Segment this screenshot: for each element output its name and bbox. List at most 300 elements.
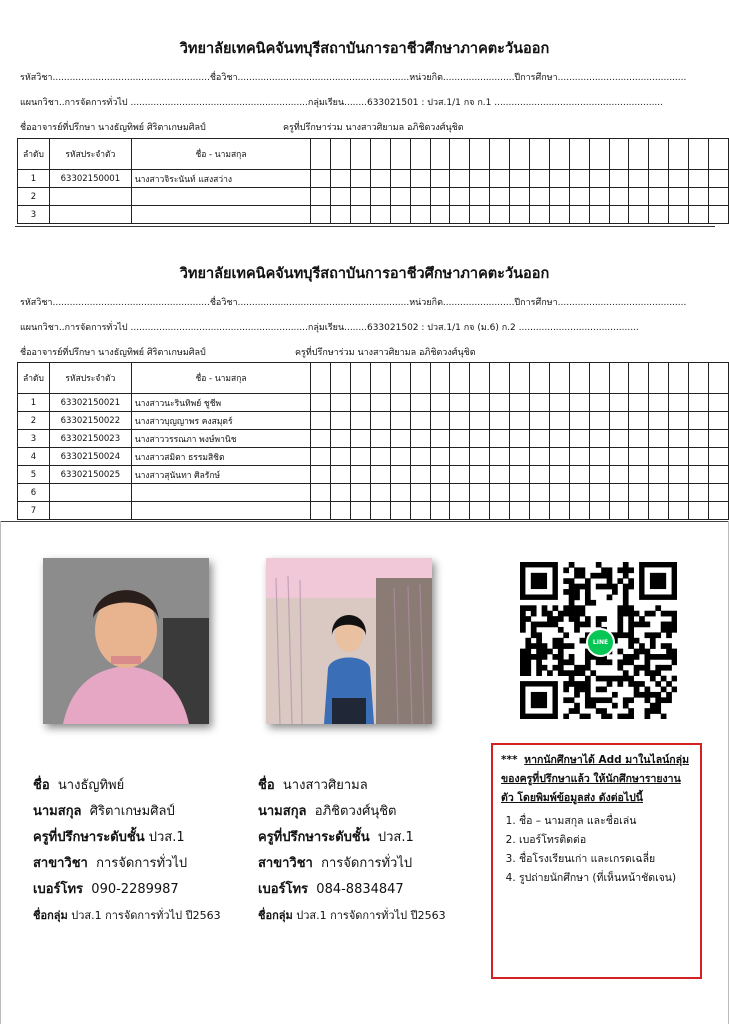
- table-blank-cell: [351, 502, 371, 520]
- table-blank-cell: [689, 188, 709, 206]
- table-blank-cell: [370, 394, 390, 412]
- table-blank-cell: [470, 466, 490, 484]
- teacher1-dept: การจัดการทั่วไป: [96, 856, 188, 871]
- note-item: 1. ชื่อ – นามสกุล และชื่อเล่น: [519, 812, 692, 831]
- table-blank-cell: [351, 484, 371, 502]
- table-blank-cell: [589, 466, 609, 484]
- table-blank-cell: [390, 502, 410, 520]
- table-cell: 63302150024: [49, 448, 131, 466]
- table-blank-cell: [390, 394, 410, 412]
- teacher2-photo: [266, 558, 432, 724]
- table-cell: 63302150001: [49, 170, 131, 188]
- table-cell: 1: [18, 170, 50, 188]
- table-blank-cell: [669, 206, 689, 224]
- table-blank-cell: [549, 394, 569, 412]
- table-blank-cell: [311, 466, 331, 484]
- table-blank-cell: [689, 394, 709, 412]
- table-blank-cell: [470, 170, 490, 188]
- table-blank-cell: [311, 206, 331, 224]
- table-blank-cell: [629, 466, 649, 484]
- table-blank-cell: [669, 430, 689, 448]
- table-blank-cell: [629, 170, 649, 188]
- table-blank-cell: [589, 363, 609, 394]
- table-blank-cell: [549, 206, 569, 224]
- table-blank-cell: [490, 502, 510, 520]
- table-blank-cell: [589, 188, 609, 206]
- table-blank-cell: [669, 412, 689, 430]
- table-blank-cell: [689, 206, 709, 224]
- table-blank-cell: [331, 170, 351, 188]
- table-blank-cell: [510, 430, 530, 448]
- table-blank-cell: [490, 394, 510, 412]
- table-blank-cell: [470, 484, 490, 502]
- teacher2-info: [258, 773, 446, 929]
- table-blank-cell: [470, 448, 490, 466]
- table-blank-cell: [689, 502, 709, 520]
- table-blank-cell: [549, 170, 569, 188]
- table-blank-cell: [649, 206, 669, 224]
- table-blank-cell: [589, 502, 609, 520]
- table-blank-cell: [629, 206, 649, 224]
- table-blank-cell: [609, 394, 629, 412]
- table-blank-cell: [490, 170, 510, 188]
- teacher2-surname: อภิชิตวงศ์นุชิต: [314, 804, 397, 819]
- note-heading-text: หากนักศึกษาได้ Add มาในไลน์กลุ่มของครูที่ปรึกษาแล้ว ให้นักศึกษารายงานตัว โดยพิมพ์ข้อมูลส่ง ดังต่อไปนี้: [501, 754, 690, 804]
- table-header-cell: ชื่อ - นามสกุล: [131, 363, 310, 394]
- table-blank-cell: [569, 139, 589, 170]
- table-header-cell: ลำดับ: [18, 363, 50, 394]
- table-blank-cell: [450, 448, 470, 466]
- table-cell: [131, 502, 310, 520]
- table-blank-cell: [669, 188, 689, 206]
- table-blank-cell: [390, 170, 410, 188]
- teacher2-surname-row: นามสกุล อภิชิตวงศ์นุชิต: [258, 804, 397, 819]
- table-blank-cell: [410, 412, 430, 430]
- table-blank-cell: [390, 188, 410, 206]
- table-blank-cell: [390, 448, 410, 466]
- table-blank-cell: [410, 363, 430, 394]
- table-row: [18, 502, 729, 520]
- table-header-row: [18, 363, 729, 394]
- table-row: [18, 448, 729, 466]
- form1-course-line: รหัสวิชา.......................................................ชื่อวิชา............................................................หน่วยกิต.........................ปีการศึกษา.............................................: [20, 73, 687, 83]
- table-cell: 63302150023: [49, 430, 131, 448]
- table-blank-cell: [510, 502, 530, 520]
- form1-student-table: [17, 138, 729, 224]
- note-item: 3. ชื่อโรงเรียนเก่า และเกรดเฉลี่ย: [519, 850, 692, 869]
- section-divider: [15, 226, 715, 227]
- table-cell: [49, 206, 131, 224]
- table-blank-cell: [410, 448, 430, 466]
- table-blank-cell: [450, 466, 470, 484]
- teacher2-level-row: ครูที่ปรึกษาระดับชั้น ปวส.1: [258, 830, 414, 845]
- table-blank-cell: [370, 502, 390, 520]
- table-blank-cell: [589, 139, 609, 170]
- table-cell: 7: [18, 502, 50, 520]
- table-blank-cell: [649, 363, 669, 394]
- teacher2-dept: การจัดการทั่วไป: [321, 856, 413, 871]
- table-blank-cell: [589, 412, 609, 430]
- table-cell: นางสาวสมิตา ธรรมสิชิต: [131, 448, 310, 466]
- table-blank-cell: [589, 206, 609, 224]
- table-blank-cell: [331, 139, 351, 170]
- table-blank-cell: [450, 139, 470, 170]
- table-blank-cell: [490, 139, 510, 170]
- table-blank-cell: [629, 363, 649, 394]
- table-blank-cell: [470, 412, 490, 430]
- table-blank-cell: [470, 139, 490, 170]
- note-list: [501, 812, 692, 888]
- table-blank-cell: [450, 206, 470, 224]
- table-blank-cell: [370, 484, 390, 502]
- table-blank-cell: [350, 206, 370, 224]
- note-item: 4. รูปถ่ายนักศึกษา (ที่เห็นหน้าชัดเจน): [519, 869, 692, 888]
- table-blank-cell: [390, 139, 410, 170]
- table-blank-cell: [530, 502, 550, 520]
- table-cell: 4: [18, 448, 50, 466]
- table-blank-cell: [709, 394, 729, 412]
- table-blank-cell: [709, 484, 729, 502]
- table-blank-cell: [589, 484, 609, 502]
- table-cell: นางสาวสุนันทา ศิลรักษ์: [131, 466, 310, 484]
- table-header-cell: รหัสประจำตัว: [49, 363, 131, 394]
- table-blank-cell: [549, 363, 569, 394]
- table-blank-cell: [689, 448, 709, 466]
- table-blank-cell: [351, 430, 371, 448]
- teacher1-name: นางธัญทิพย์: [57, 778, 125, 793]
- table-blank-cell: [410, 430, 430, 448]
- table-blank-cell: [530, 430, 550, 448]
- table-blank-cell: [669, 484, 689, 502]
- form1-dept-line: แผนกวิชา..การจัดการทั่วไป ..............................................................กลุ่มเรียน........633021501 : ปวส.1/1 กจ ก.1 ...........................................................: [20, 98, 664, 108]
- table-cell: 1: [18, 394, 50, 412]
- table-cell: [49, 188, 131, 206]
- teacher2-portrait: [266, 558, 432, 724]
- table-row: [18, 170, 729, 188]
- table-header-cell: ลำดับ: [18, 139, 50, 170]
- table-blank-cell: [490, 484, 510, 502]
- table-blank-cell: [649, 412, 669, 430]
- table-blank-cell: [331, 484, 351, 502]
- table-blank-cell: [569, 188, 589, 206]
- table-blank-cell: [689, 363, 709, 394]
- table-blank-cell: [669, 363, 689, 394]
- advisor-info-section: [0, 521, 729, 1024]
- table-blank-cell: [430, 394, 450, 412]
- table-blank-cell: [450, 502, 470, 520]
- table-blank-cell: [490, 412, 510, 430]
- table-blank-cell: [530, 363, 550, 394]
- table-blank-cell: [410, 466, 430, 484]
- table-blank-cell: [669, 394, 689, 412]
- table-blank-cell: [609, 502, 629, 520]
- table-blank-cell: [410, 170, 430, 188]
- table-blank-cell: [589, 170, 609, 188]
- table-row: [18, 412, 729, 430]
- table-blank-cell: [370, 170, 390, 188]
- table-blank-cell: [350, 188, 370, 206]
- table-blank-cell: [709, 448, 729, 466]
- teacher1-photo: [43, 558, 209, 724]
- table-blank-cell: [450, 188, 470, 206]
- table-blank-cell: [410, 188, 430, 206]
- table-cell: [49, 502, 131, 520]
- table-blank-cell: [649, 448, 669, 466]
- table-blank-cell: [370, 448, 390, 466]
- table-blank-cell: [490, 448, 510, 466]
- table-cell: 63302150025: [49, 466, 131, 484]
- note-stars: ***: [501, 754, 518, 766]
- table-blank-cell: [331, 502, 351, 520]
- teacher1-phone-row: เบอร์โทร 090-2289987: [33, 882, 179, 897]
- table-header-cell: รหัสประจำตัว: [49, 139, 131, 170]
- table-blank-cell: [709, 466, 729, 484]
- table-blank-cell: [669, 170, 689, 188]
- table-blank-cell: [609, 466, 629, 484]
- table-blank-cell: [689, 466, 709, 484]
- teacher1-surname: ศิริตาเกษมศิลป์: [89, 804, 175, 819]
- table-blank-cell: [311, 170, 331, 188]
- teacher2-level: ปวส.1: [377, 830, 414, 845]
- table-blank-cell: [669, 502, 689, 520]
- table-blank-cell: [530, 394, 550, 412]
- table-blank-cell: [629, 139, 649, 170]
- teacher1-group: ปวส.1 การจัดการทั่วไป ปี2563: [71, 909, 221, 922]
- note-item: 2. เบอร์โทรติดต่อ: [519, 831, 692, 850]
- table-blank-cell: [609, 448, 629, 466]
- instruction-note-box: [491, 743, 702, 979]
- table-blank-cell: [370, 206, 390, 224]
- table-blank-cell: [549, 502, 569, 520]
- table-blank-cell: [430, 139, 450, 170]
- table-blank-cell: [549, 466, 569, 484]
- table-blank-cell: [450, 170, 470, 188]
- table-blank-cell: [549, 484, 569, 502]
- table-blank-cell: [351, 448, 371, 466]
- line-qr-code[interactable]: [520, 562, 677, 719]
- form1-coadvisor: ครูที่ปรึกษาร่วม นางสาวศิยามล อภิชิตวงศ์นุชิต: [283, 123, 464, 133]
- table-blank-cell: [470, 430, 490, 448]
- table-blank-cell: [709, 170, 729, 188]
- line-logo-icon: LINE: [586, 628, 615, 657]
- table-blank-cell: [609, 170, 629, 188]
- table-cell: [131, 206, 310, 224]
- note-heading: [501, 751, 692, 808]
- table-blank-cell: [529, 170, 549, 188]
- table-blank-cell: [549, 448, 569, 466]
- table-blank-cell: [370, 466, 390, 484]
- table-blank-cell: [470, 363, 490, 394]
- table-cell: 2: [18, 188, 50, 206]
- table-blank-cell: [311, 502, 331, 520]
- table-header-row: [18, 139, 729, 170]
- table-blank-cell: [430, 466, 450, 484]
- table-blank-cell: [390, 484, 410, 502]
- table-blank-cell: [331, 412, 351, 430]
- table-blank-cell: [410, 502, 430, 520]
- table-blank-cell: [629, 448, 649, 466]
- table-blank-cell: [510, 170, 530, 188]
- form1-title: วิทยาลัยเทคนิคจันทบุรีสถาบันการอาชีวศึกษาภาคตะวันออก: [179, 41, 550, 57]
- table-blank-cell: [490, 188, 510, 206]
- table-blank-cell: [569, 448, 589, 466]
- table-blank-cell: [530, 412, 550, 430]
- table-blank-cell: [629, 502, 649, 520]
- table-blank-cell: [549, 412, 569, 430]
- table-blank-cell: [430, 363, 450, 394]
- table-blank-cell: [609, 139, 629, 170]
- table-cell: 3: [18, 430, 50, 448]
- table-blank-cell: [350, 170, 370, 188]
- table-blank-cell: [629, 484, 649, 502]
- table-blank-cell: [331, 394, 351, 412]
- table-blank-cell: [649, 170, 669, 188]
- table-blank-cell: [569, 412, 589, 430]
- teacher2-name-row: ชื่อ นางสาวศิยามล: [258, 778, 368, 793]
- table-cell: [49, 484, 131, 502]
- table-blank-cell: [510, 394, 530, 412]
- table-blank-cell: [669, 466, 689, 484]
- table-blank-cell: [530, 448, 550, 466]
- table-blank-cell: [589, 430, 609, 448]
- table-blank-cell: [649, 430, 669, 448]
- section-left-border: [0, 521, 1, 1024]
- table-blank-cell: [410, 484, 430, 502]
- form2-advisor: ชื่ออาจารย์ที่ปรึกษา นางธัญทิพย์ ศิริตาเกษมศิลป์: [20, 348, 206, 358]
- table-blank-cell: [609, 484, 629, 502]
- table-blank-cell: [390, 206, 410, 224]
- table-blank-cell: [390, 430, 410, 448]
- table-blank-cell: [709, 412, 729, 430]
- table-blank-cell: [649, 502, 669, 520]
- table-blank-cell: [689, 484, 709, 502]
- table-blank-cell: [470, 502, 490, 520]
- table-blank-cell: [609, 363, 629, 394]
- table-blank-cell: [529, 139, 549, 170]
- table-cell: 63302150022: [49, 412, 131, 430]
- table-blank-cell: [609, 188, 629, 206]
- table-blank-cell: [569, 466, 589, 484]
- table-blank-cell: [430, 188, 450, 206]
- table-blank-cell: [549, 139, 569, 170]
- table-blank-cell: [689, 412, 709, 430]
- table-blank-cell: [510, 188, 530, 206]
- teacher2-phone: 084-8834847: [316, 882, 404, 897]
- table-blank-cell: [430, 412, 450, 430]
- table-cell: 6: [18, 484, 50, 502]
- teacher2-group: ปวส.1 การจัดการทั่วไป ปี2563: [296, 909, 446, 922]
- table-blank-cell: [470, 188, 490, 206]
- table-blank-cell: [529, 206, 549, 224]
- form2-course-line: รหัสวิชา.......................................................ชื่อวิชา............................................................หน่วยกิต.........................ปีการศึกษา.............................................: [20, 298, 687, 308]
- table-cell: 5: [18, 466, 50, 484]
- table-blank-cell: [629, 430, 649, 448]
- table-blank-cell: [370, 188, 390, 206]
- teacher1-level-row: ครูที่ปรึกษาระดับชั้น ปวส.1: [33, 830, 185, 845]
- table-blank-cell: [430, 206, 450, 224]
- table-cell: [131, 484, 310, 502]
- table-blank-cell: [490, 430, 510, 448]
- table-blank-cell: [470, 394, 490, 412]
- table-blank-cell: [331, 466, 351, 484]
- table-cell: 3: [18, 206, 50, 224]
- teacher1-phone: 090-2289987: [91, 882, 179, 897]
- table-blank-cell: [649, 188, 669, 206]
- teacher1-level: ปวส.1: [148, 830, 185, 845]
- table-cell: 63302150021: [49, 394, 131, 412]
- table-blank-cell: [430, 448, 450, 466]
- table-blank-cell: [529, 188, 549, 206]
- table-cell: นางสาวจิระนันท์ แสงสว่าง: [131, 170, 310, 188]
- teacher2-dept-row: สาขาวิชา การจัดการทั่วไป: [258, 856, 413, 871]
- table-blank-cell: [569, 394, 589, 412]
- table-blank-cell: [510, 139, 530, 170]
- table-blank-cell: [549, 188, 569, 206]
- table-cell: 2: [18, 412, 50, 430]
- table-blank-cell: [370, 412, 390, 430]
- table-blank-cell: [510, 484, 530, 502]
- table-blank-cell: [430, 502, 450, 520]
- table-blank-cell: [450, 394, 470, 412]
- table-blank-cell: [709, 502, 729, 520]
- table-blank-cell: [370, 430, 390, 448]
- table-blank-cell: [609, 412, 629, 430]
- table-blank-cell: [649, 484, 669, 502]
- teacher2-phone-row: เบอร์โทร 084-8834847: [258, 882, 404, 897]
- table-blank-cell: [370, 363, 390, 394]
- table-blank-cell: [669, 139, 689, 170]
- table-cell: นางสาวนะรินทิพย์ ชูชีพ: [131, 394, 310, 412]
- table-blank-cell: [450, 430, 470, 448]
- table-blank-cell: [311, 363, 331, 394]
- table-blank-cell: [311, 448, 331, 466]
- table-blank-cell: [390, 466, 410, 484]
- table-blank-cell: [629, 412, 649, 430]
- teacher1-surname-row: นามสกุล ศิริตาเกษมศิลป์: [33, 804, 175, 819]
- table-blank-cell: [649, 394, 669, 412]
- table-blank-cell: [311, 484, 331, 502]
- table-blank-cell: [689, 170, 709, 188]
- table-blank-cell: [390, 363, 410, 394]
- table-blank-cell: [410, 139, 430, 170]
- table-row: [18, 466, 729, 484]
- table-blank-cell: [510, 206, 530, 224]
- table-blank-cell: [510, 448, 530, 466]
- table-cell: นางสาววรรณภา พงษ์พานิช: [131, 430, 310, 448]
- teacher1-portrait: [43, 558, 209, 724]
- table-blank-cell: [569, 430, 589, 448]
- table-blank-cell: [351, 466, 371, 484]
- table-blank-cell: [430, 170, 450, 188]
- table-blank-cell: [510, 466, 530, 484]
- table-blank-cell: [311, 412, 331, 430]
- table-blank-cell: [569, 502, 589, 520]
- table-blank-cell: [629, 394, 649, 412]
- table-row: [18, 188, 729, 206]
- section-top-border: [0, 521, 729, 522]
- table-blank-cell: [569, 206, 589, 224]
- table-blank-cell: [351, 394, 371, 412]
- table-blank-cell: [331, 430, 351, 448]
- table-blank-cell: [709, 363, 729, 394]
- table-blank-cell: [390, 412, 410, 430]
- form1-advisor: ชื่ออาจารย์ที่ปรึกษา นางธัญทิพย์ ศิริตาเกษมศิลป์: [20, 123, 206, 133]
- table-blank-cell: [350, 139, 370, 170]
- table-blank-cell: [609, 430, 629, 448]
- table-blank-cell: [370, 139, 390, 170]
- table-blank-cell: [589, 448, 609, 466]
- table-blank-cell: [709, 139, 729, 170]
